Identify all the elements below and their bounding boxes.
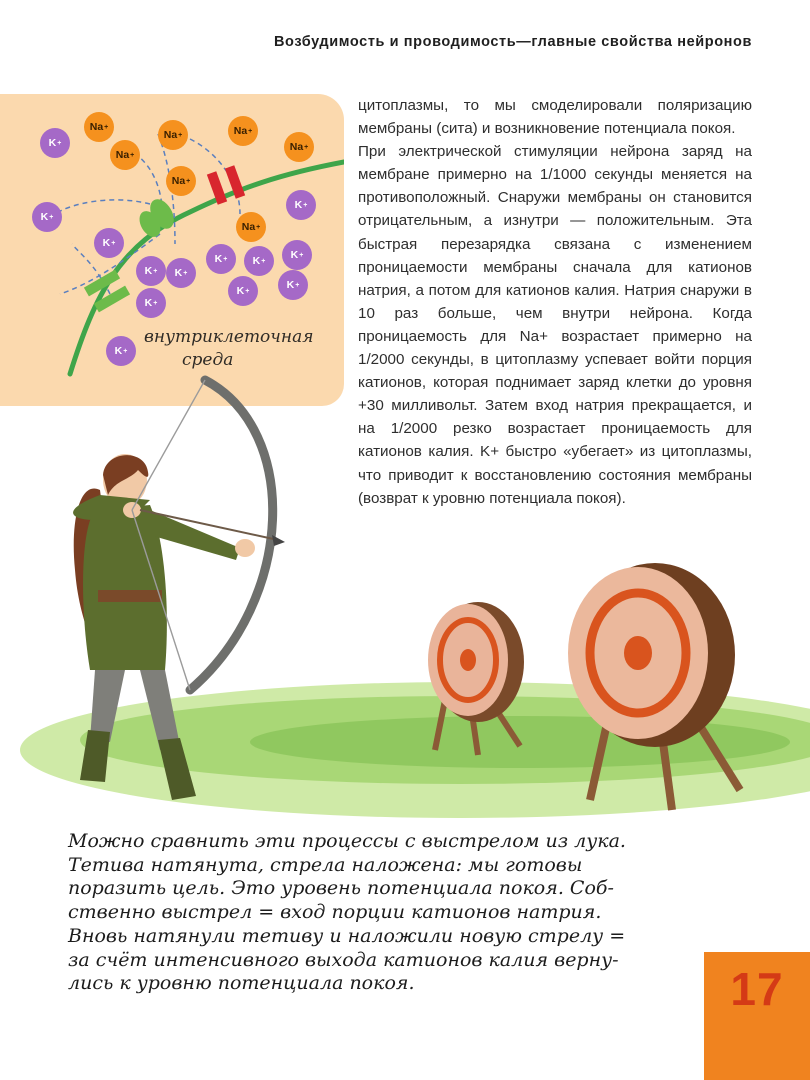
handwriting-line: лись к уровню потенциала покоя. [68, 972, 415, 995]
paragraph-2: При электрической стимуляции нейрона заряд на мембране примерно на 1/1000 секунды меняется на противоположный. Снаружи мембраны он становится отрицательным, а изнутри — положительным. Эта быстрая перезарядка связана с изменением проницаемости мембраны сначала для катионов натрия, а потом для катионов калия. Натрия снаружи в 10 раз больше, чем внутри нейрона. Когда проницаемость для Na+ возрастает примерно на 1/2000 секунды, в цитоплазму успевает войти порция катионов, которая поднимает заряд клетки до уровня +30 милливольт. Затем вход натрия прекращается, и на 1/2000 резко возрастает проницаемость для катионов калия. K+ быстро «убегает» из цитоплазмы, что приводит к восстановлению состояния мембраны (возврат к уровню потенциала покоя). [358, 143, 752, 507]
handwriting-line: Вновь натянули тетиву и наложили новую стрелу = [68, 924, 626, 947]
potassium-ion: K + [206, 244, 236, 274]
potassium-ion: K + [166, 258, 196, 288]
potassium-ion: K + [40, 128, 70, 158]
potassium-ion: K + [278, 270, 308, 300]
page-number: 17 [730, 963, 784, 1015]
potassium-ion: K + [94, 228, 124, 258]
potassium-ion: K + [136, 288, 166, 318]
potassium-ion: K + [228, 276, 258, 306]
sodium-ion: Na + [284, 132, 314, 162]
handwriting-line: Можно сравнить эти процессы с выстрелом из лука. [68, 830, 626, 852]
intracellular-label-line2: среда [182, 350, 234, 370]
paragraph-1: цитоплазмы, то мы смоделировали поляризацию мембраны (сита) и возникновение потенциала покоя. [358, 97, 752, 138]
page-number-tab [704, 952, 810, 1080]
handwriting-line: за счёт интенсивного выхода катионов калия верну- [68, 948, 619, 971]
sodium-ion: Na + [110, 140, 140, 170]
sodium-ion: Na + [236, 212, 266, 242]
potassium-ion: K + [244, 246, 274, 276]
ion-membrane-diagram [0, 94, 344, 406]
potassium-ion: K + [286, 190, 316, 220]
potassium-ion: K + [136, 256, 166, 286]
sodium-ion: Na + [84, 112, 114, 142]
potassium-ion: K + [32, 202, 62, 232]
potassium-ion: K + [282, 240, 312, 270]
handwritten-note [68, 830, 708, 996]
potassium-ion: K + [106, 336, 136, 366]
sodium-ion: Na + [228, 116, 258, 146]
intracellular-label-line1: внутриклеточная [144, 327, 314, 347]
handwriting-line: Тетива натянута, стрела наложена: мы готовы [68, 853, 583, 876]
handwriting-line: ственно выстрел = вход порции катионов натрия. [68, 901, 602, 924]
sodium-ion: Na + [158, 120, 188, 150]
running-header: Возбудимость и проводимость—главные свойства нейронов [273, 34, 752, 50]
intracellular-label [144, 326, 324, 372]
archer-illustration [0, 370, 810, 820]
sodium-ion: Na + [166, 166, 196, 196]
handwriting-line: поразить цель. Это уровень потенциала покоя. Соб- [68, 877, 614, 900]
